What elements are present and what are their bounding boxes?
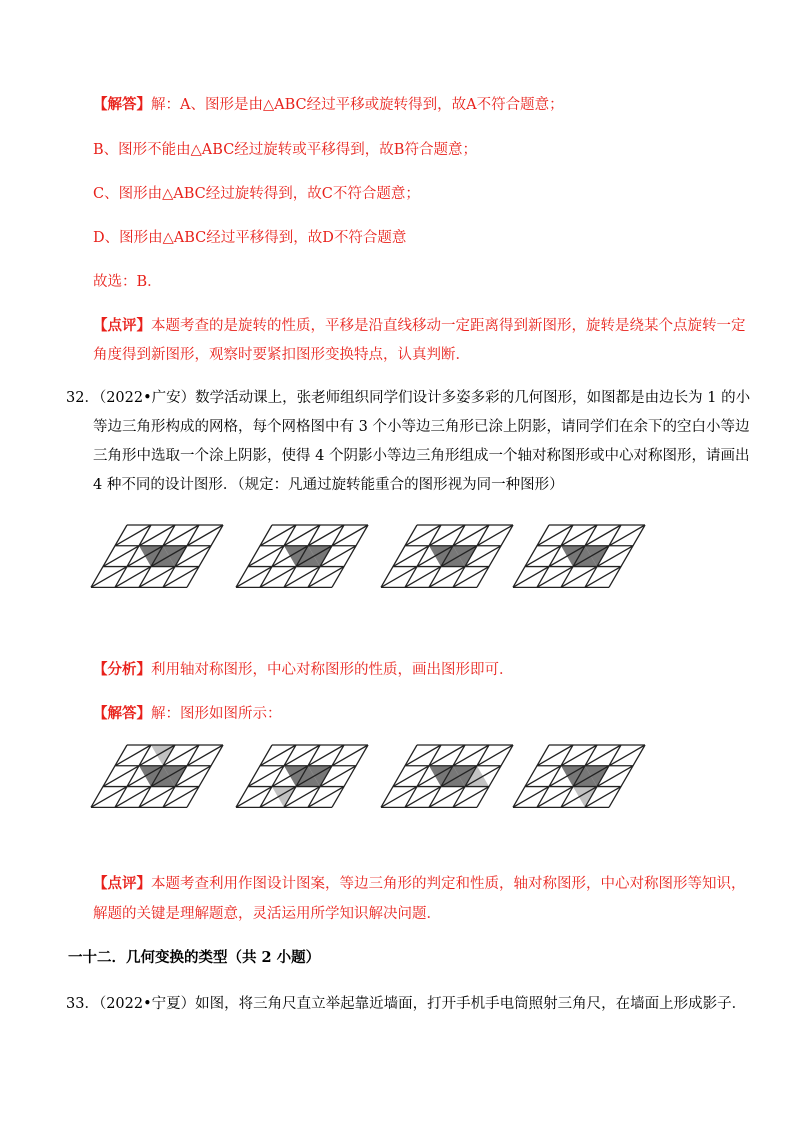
answer-2-text: 解：图形如图所示：: [151, 706, 282, 722]
grid-figure-3: [378, 522, 528, 627]
grid-figure-4: [510, 522, 660, 627]
answer-figures: [88, 742, 668, 872]
answer-figure-2: [233, 742, 383, 847]
question-32-line-1: 32．（2022•广安）数学活动课上，张老师组织同学们设计多姿多彩的几何图形，如图都是由边长为 1 的小: [66, 390, 751, 406]
analysis-tag: 【分析】: [93, 661, 151, 678]
answer-figure-4: [510, 742, 660, 847]
comment-tag: 【点评】: [93, 317, 151, 334]
comment-2-text: 本题考查利用作图设计图案，等边三角形的判定和性质，轴对称图形，中心对称图形等知识，: [151, 876, 746, 892]
answer-2-line: [93, 704, 282, 724]
comment-2-tag: 【点评】: [93, 875, 151, 892]
answer-figure-3: [378, 742, 528, 847]
answer-line-3: C、图形由△ABC经过旋转得到，故C不符合题意；: [93, 186, 420, 202]
added-shaded-triangle: [272, 787, 296, 808]
comment-line-1: [93, 316, 746, 336]
question-33-line-1: 33．（2022•宁夏）如图，将三角尺直立举起靠近墙面，打开手机手电筒照射三角尺，在墙面上形成影子．: [66, 996, 747, 1012]
answer-line-1: [93, 95, 564, 115]
grid-figure-1: [88, 522, 238, 627]
added-shaded-triangle: [573, 787, 597, 808]
answer-tag: 【解答】: [93, 96, 151, 113]
question-32-line-3: 三角形中选取一个涂上阴影，使得 4 个阴影小等边三角形组成一个轴对称图形或中心对称图形，请画出: [93, 448, 750, 464]
question-32-line-4: 4 种不同的设计图形．（规定：凡通过旋转能重合的图形视为同一种图形）: [93, 477, 564, 493]
comment-2-line-2: 解题的关键是理解题意，灵活运用所学知识解决问题．: [93, 906, 441, 922]
section-heading: 一十二．几何变换的类型（共 2 小题）: [68, 949, 321, 966]
analysis-line: [93, 660, 514, 680]
answer-line-5: 故选：B．: [93, 274, 162, 290]
answer-figure-1: [88, 742, 238, 847]
answer-text: 解：A、图形是由△ABC经过平移或旋转得到，故A不符合题意；: [151, 97, 564, 113]
answer-line-4: D、图形由△ABC经过平移得到，故D不符合题意: [93, 230, 407, 246]
analysis-text: 利用轴对称图形，中心对称图形的性质，画出图形即可．: [151, 662, 514, 678]
added-shaded-triangle: [151, 745, 175, 766]
question-32-line-2: 等边三角形构成的网格，每个网格图中有 3 个小等边三角形已涂上阴影，请同学们在余下的空白小等边: [93, 419, 750, 435]
comment-text: 本题考查的是旋转的性质，平移是沿直线移动一定距离得到新图形，旋转是绕某个点旋转一定: [151, 318, 746, 334]
question-figures: [88, 522, 668, 652]
grid-figure-2: [233, 522, 383, 627]
comment-line-2: 角度得到新图形，观察时要紧扣图形变换特点，认真判断．: [93, 347, 470, 363]
comment-2-line-1: [93, 874, 746, 894]
answer-2-tag: 【解答】: [93, 705, 151, 722]
answer-line-2: B、图形不能由△ABC经过旋转或平移得到，故B符合题意；: [93, 142, 477, 158]
